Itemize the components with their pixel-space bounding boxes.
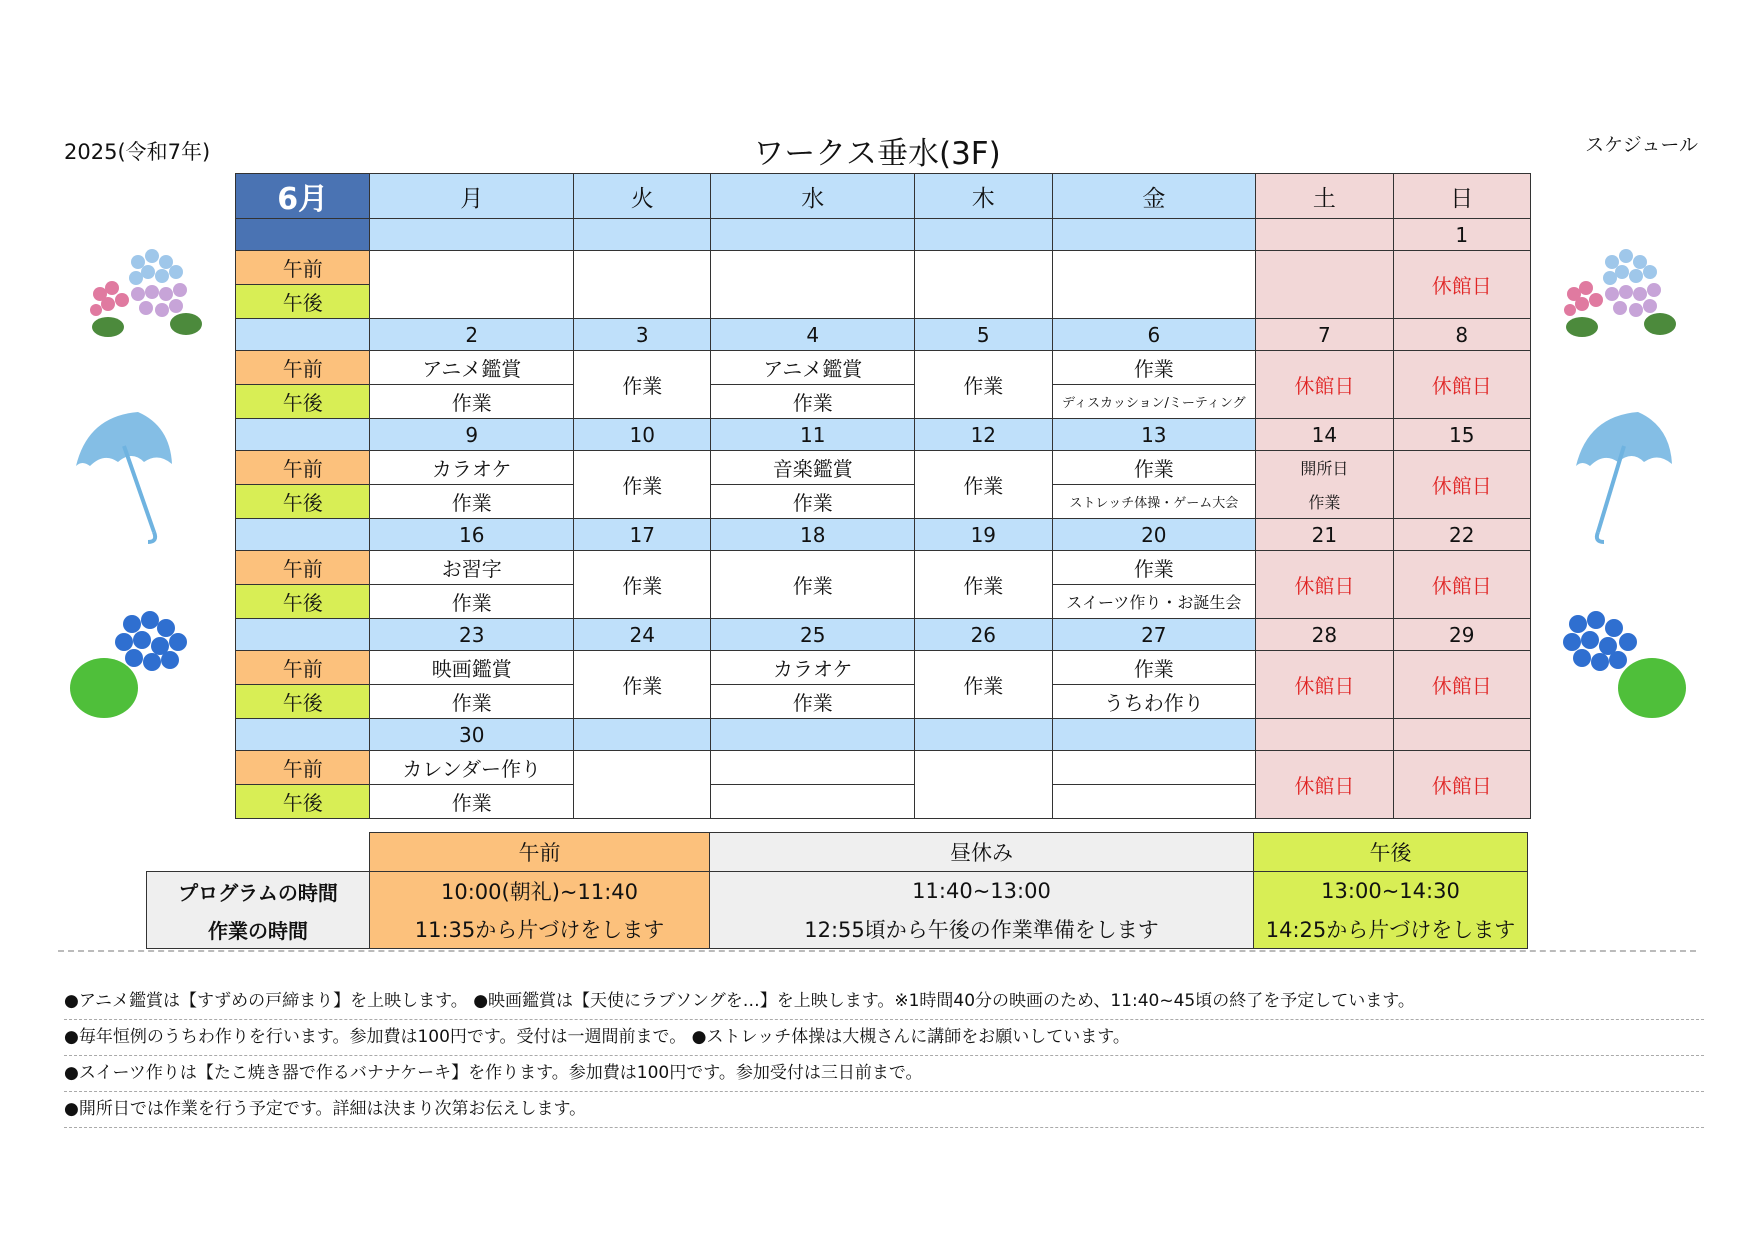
- mon-empty: [370, 251, 574, 319]
- note-item: ●毎年恒例のうちわ作りを行います。参加費は100円です。受付は一週間前まで。 ●ストレッチ体操は大槻さんに講師をお願いしています。: [64, 1020, 1704, 1056]
- umbrella-icon: [1568, 406, 1678, 546]
- week-spacer: [236, 719, 370, 751]
- umbrella-icon: [68, 406, 178, 546]
- date-cell: 11: [711, 419, 915, 451]
- date-cell: 12: [915, 419, 1052, 451]
- activity-cell: うちわ作り: [1052, 685, 1256, 719]
- activity-cell: 作業: [574, 551, 711, 619]
- date-cell: [574, 219, 711, 251]
- week-spacer: [236, 619, 370, 651]
- activity-cell: 作業: [1052, 651, 1256, 685]
- activity-cell: カレンダー作り: [370, 751, 574, 785]
- date-cell: [915, 719, 1052, 751]
- divider: [58, 950, 1696, 952]
- date-cell: 10: [574, 419, 711, 451]
- activity-cell: 作業: [370, 385, 574, 419]
- date-cell: 7: [1256, 319, 1393, 351]
- date-cell: 20: [1052, 519, 1256, 551]
- closed-day: 休館日: [1393, 651, 1530, 719]
- work-time-label: 作業の時間: [147, 910, 370, 949]
- activity-cell: 作業: [915, 551, 1052, 619]
- timetable-header-pm: 午後: [1254, 833, 1528, 872]
- date-cell: 6: [1052, 319, 1256, 351]
- activity-cell: お習字: [370, 551, 574, 585]
- schedule-label: スケジュール: [1585, 134, 1698, 156]
- date-cell: 15: [1393, 419, 1530, 451]
- day-header-thu: 木: [915, 174, 1052, 219]
- activity-cell: 作業: [370, 585, 574, 619]
- date-cell: 26: [915, 619, 1052, 651]
- timetable-cell: 12:55頃から午後の作業準備をします: [710, 910, 1254, 949]
- closed-day: 休館日: [1393, 251, 1530, 319]
- date-cell: [1052, 219, 1256, 251]
- am-label: 午前: [236, 251, 370, 285]
- activity-cell: ストレッチ体操・ゲーム大会: [1052, 485, 1256, 519]
- thu-empty: [915, 251, 1052, 319]
- activity-cell: カラオケ: [711, 651, 915, 685]
- activity-cell: 作業: [1052, 551, 1256, 585]
- timetable-cell: 13:00~14:30: [1254, 872, 1528, 911]
- closed-day: 休館日: [1393, 751, 1530, 819]
- tue-empty: [574, 251, 711, 319]
- date-cell: 22: [1393, 519, 1530, 551]
- date-cell: 27: [1052, 619, 1256, 651]
- activity-cell: 作業: [915, 351, 1052, 419]
- fri-empty: [1052, 251, 1256, 319]
- date-cell: 28: [1256, 619, 1393, 651]
- date-cell: 13: [1052, 419, 1256, 451]
- hydrangea-icon: [78, 232, 210, 342]
- timetable: [146, 832, 1528, 949]
- day-header-mon: 月: [370, 174, 574, 219]
- date-cell: 17: [574, 519, 711, 551]
- activity-cell: 作業: [711, 685, 915, 719]
- note-item: ●開所日では作業を行う予定です。詳細は決まり次第お伝えします。: [64, 1092, 1704, 1128]
- day-header-fri: 金: [1052, 174, 1256, 219]
- fri-empty: [1052, 785, 1256, 819]
- date-cell: 29: [1393, 619, 1530, 651]
- timetable-header-lunch: 昼休み: [710, 833, 1254, 872]
- blue-hydrangea-icon: [1548, 604, 1688, 720]
- date-cell: 18: [711, 519, 915, 551]
- closed-day: 休館日: [1393, 451, 1530, 519]
- note-item: ●スイーツ作りは【たこ焼き器で作るバナナケーキ】を作ります。参加費は100円です。参加受付は三日前まで。: [64, 1056, 1704, 1092]
- activity-cell: 作業: [1256, 485, 1393, 519]
- pm-label: 午後: [236, 685, 370, 719]
- date-cell: [574, 719, 711, 751]
- activity-cell: 作業: [370, 485, 574, 519]
- am-label: 午前: [236, 451, 370, 485]
- closed-day: 休館日: [1393, 551, 1530, 619]
- closed-day: 休館日: [1256, 551, 1393, 619]
- am-label: 午前: [236, 751, 370, 785]
- blue-hydrangea-icon: [68, 604, 208, 720]
- activity-cell: アニメ鑑賞: [370, 351, 574, 385]
- date-cell: 25: [711, 619, 915, 651]
- activity-cell: 作業: [574, 651, 711, 719]
- thu-empty: [915, 751, 1052, 819]
- wed-empty: [711, 751, 915, 785]
- activity-cell: 作業: [1052, 351, 1256, 385]
- day-header-sun: 日: [1393, 174, 1530, 219]
- week-spacer: [236, 419, 370, 451]
- activity-cell: 作業: [370, 785, 574, 819]
- date-cell: 24: [574, 619, 711, 651]
- wed-empty: [711, 251, 915, 319]
- activity-cell: 作業: [370, 685, 574, 719]
- week-spacer: [236, 319, 370, 351]
- hydrangea-icon: [1552, 232, 1684, 342]
- timetable-corner: [147, 833, 370, 872]
- activity-cell: 作業: [915, 451, 1052, 519]
- notes-list: [64, 984, 1704, 1128]
- month-spacer: [236, 219, 370, 251]
- activity-cell: カラオケ: [370, 451, 574, 485]
- fri-empty: [1052, 751, 1256, 785]
- activity-cell: 音楽鑑賞: [711, 451, 915, 485]
- date-cell: [711, 719, 915, 751]
- pm-label: 午後: [236, 485, 370, 519]
- week-spacer: [236, 519, 370, 551]
- date-cell: 19: [915, 519, 1052, 551]
- activity-cell: 作業: [711, 551, 915, 619]
- timetable-header-am: 午前: [370, 833, 710, 872]
- activity-cell: 映画鑑賞: [370, 651, 574, 685]
- date-cell: 23: [370, 619, 574, 651]
- activity-cell: 作業: [574, 351, 711, 419]
- activity-cell: 作業: [915, 651, 1052, 719]
- month-label: 6月: [236, 174, 370, 219]
- page-title: ワークス垂水(3F): [753, 136, 1001, 172]
- date-cell: 2: [370, 319, 574, 351]
- date-cell: 14: [1256, 419, 1393, 451]
- date-cell: 9: [370, 419, 574, 451]
- activity-cell: 作業: [574, 451, 711, 519]
- closed-day: 休館日: [1256, 751, 1393, 819]
- tue-empty: [574, 751, 711, 819]
- closed-day: 休館日: [1256, 351, 1393, 419]
- activity-cell: アニメ鑑賞: [711, 351, 915, 385]
- program-time-label: プログラムの時間: [147, 872, 370, 911]
- am-label: 午前: [236, 351, 370, 385]
- date-cell: [1393, 719, 1530, 751]
- date-cell: [1256, 719, 1393, 751]
- date-cell: [1256, 219, 1393, 251]
- pm-label: 午後: [236, 585, 370, 619]
- wed-empty: [711, 785, 915, 819]
- date-cell: 3: [574, 319, 711, 351]
- pm-label: 午後: [236, 785, 370, 819]
- date-cell: [711, 219, 915, 251]
- activity-cell: スイーツ作り・お誕生会: [1052, 585, 1256, 619]
- date-cell: 5: [915, 319, 1052, 351]
- sat-empty: [1256, 251, 1393, 319]
- date-cell: [915, 219, 1052, 251]
- date-cell: [370, 219, 574, 251]
- date-cell: 16: [370, 519, 574, 551]
- closed-day: 休館日: [1393, 351, 1530, 419]
- day-header-tue: 火: [574, 174, 711, 219]
- am-label: 午前: [236, 551, 370, 585]
- pm-label: 午後: [236, 285, 370, 319]
- timetable-cell: 11:35から片づけをします: [370, 910, 710, 949]
- activity-cell: 作業: [1052, 451, 1256, 485]
- date-cell: [1052, 719, 1256, 751]
- day-header-wed: 水: [711, 174, 915, 219]
- day-header-sat: 土: [1256, 174, 1393, 219]
- activity-cell: 作業: [711, 385, 915, 419]
- date-cell: 21: [1256, 519, 1393, 551]
- date-cell: 4: [711, 319, 915, 351]
- calendar-table: [235, 173, 1531, 819]
- date-cell: 8: [1393, 319, 1530, 351]
- year-label: 2025(令和7年): [64, 140, 211, 164]
- timetable-cell: 11:40~13:00: [710, 872, 1254, 911]
- timetable-cell: 10:00(朝礼)~11:40: [370, 872, 710, 911]
- open-day: 開所日: [1256, 451, 1393, 485]
- timetable-cell: 14:25から片づけをします: [1254, 910, 1528, 949]
- pm-label: 午後: [236, 385, 370, 419]
- date-cell: 1: [1393, 219, 1530, 251]
- am-label: 午前: [236, 651, 370, 685]
- note-item: ●アニメ鑑賞は【すずめの戸締まり】を上映します。 ●映画鑑賞は【天使にラブソングを…】を上映します。※1時間40分の映画のため、11:40~45頃の終了を予定しています。: [64, 984, 1704, 1020]
- activity-cell: ディスカッション/ミーティング: [1052, 385, 1256, 419]
- date-cell: 30: [370, 719, 574, 751]
- closed-day: 休館日: [1256, 651, 1393, 719]
- activity-cell: 作業: [711, 485, 915, 519]
